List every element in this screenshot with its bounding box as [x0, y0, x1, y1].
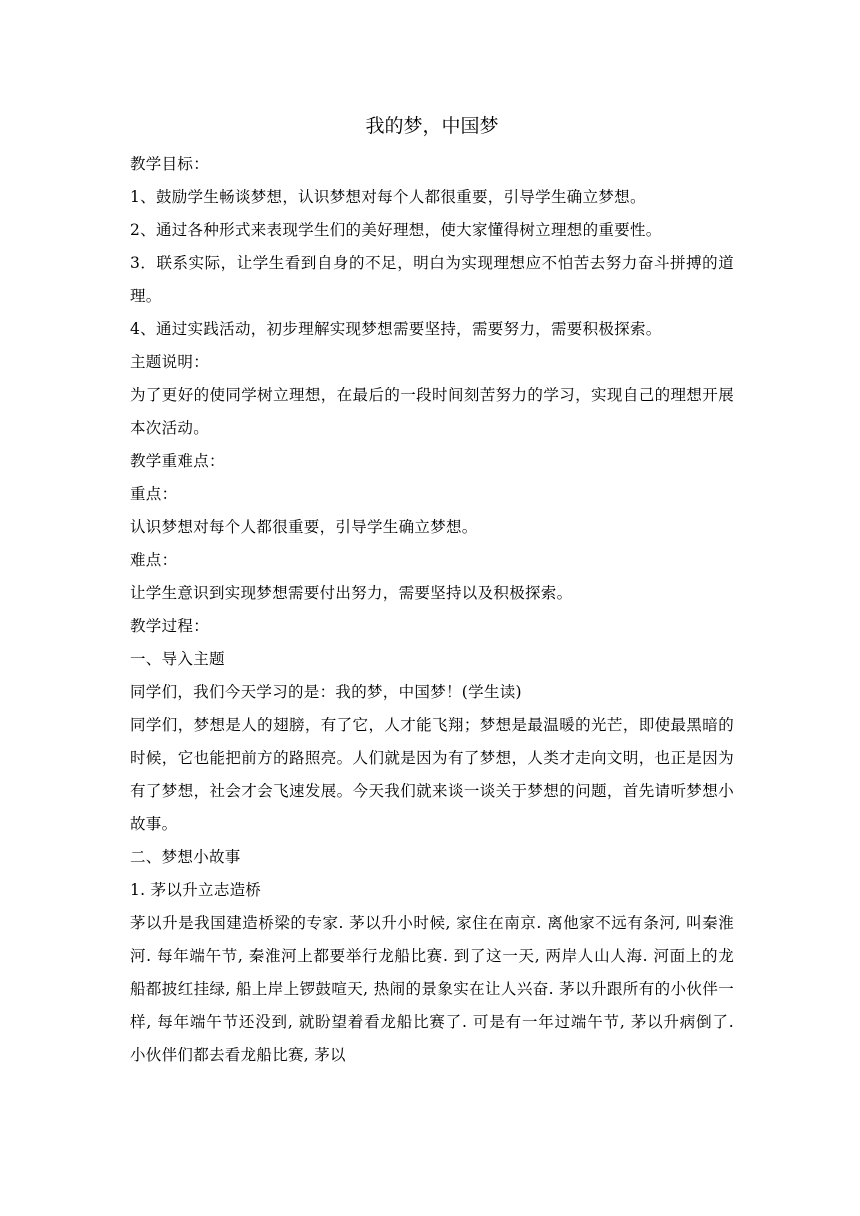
- document-title: 我的梦，中国梦: [365, 115, 499, 137]
- difficulty-label: 难点：: [130, 551, 178, 569]
- intro-paragraph-1: 同学们，我们今天学习的是：我的梦，中国梦！(学生读): [130, 683, 522, 701]
- story-paragraph: 茅以升是我国建造桥梁的专家. 茅以升小时候, 家住在南京. 离他家不远有条河, 叫秦淮河. 每年端午节, 秦淮河上都要举行龙船比赛. 到了这一天, 两岸人山人海. 河面上的龙船都披红挂绿, 船上岸上锣鼓喧天, 热闹的景象实在让人兴奋. 茅以升跟所有的小伙伴一样, 每年端午节还没到, 就盼望着看龙船比赛了. 可是有一年过端午节, 茅以升病倒了. 小伙伴们都去看龙船比赛, 茅以: [130, 914, 734, 1064]
- objective-item-4: 4、通过实践活动，初步理解实现梦想需要坚持，需要努力，需要积极探索。: [130, 320, 662, 338]
- objective-item-2: 2、通过各种形式来表现学生们的美好理想，使大家懂得树立理想的重要性。: [130, 221, 662, 239]
- section-heading-theme: 主题说明：: [130, 353, 210, 371]
- process-step-2-heading: 二、梦想小故事: [130, 848, 241, 866]
- theme-paragraph: 为了更好的使同学树立理想，在最后的一段时间刻苦努力的学习，实现自己的理想开展本次活动。: [130, 386, 734, 437]
- story-title: 1. 茅以升立志造桥: [130, 881, 262, 899]
- section-heading-objectives: 教学目标：: [130, 155, 210, 173]
- section-heading-process: 教学过程：: [130, 617, 210, 635]
- objective-item-1: 1、鼓励学生畅谈梦想，认识梦想对每个人都很重要，引导学生确立梦想。: [130, 188, 646, 206]
- difficulty-text: 让学生意识到实现梦想需要付出努力，需要坚持以及积极探索。: [130, 584, 573, 602]
- document-page: [130, 108, 734, 1072]
- key-point-text: 认识梦想对每个人都很重要，引导学生确立梦想。: [130, 518, 478, 536]
- section-heading-key-points: 教学重难点：: [130, 452, 225, 470]
- process-step-1-heading: 一、导入主题: [130, 650, 225, 668]
- intro-paragraph-2: 同学们，梦想是人的翅膀，有了它，人才能飞翔；梦想是最温暖的光芒，即使最黑暗的时候，它也能把前方的路照亮。人们就是因为有了梦想，人类才走向文明，也正是因为有了梦想，社会才会飞速发展。今天我们就来谈一谈关于梦想的问题，首先请听梦想小故事。: [130, 716, 734, 833]
- objective-item-3: 3．联系实际，让学生看到自身的不足，明白为实现理想应不怕苦去努力奋斗拼搏的道理。: [130, 254, 734, 305]
- key-point-label: 重点：: [130, 485, 178, 503]
